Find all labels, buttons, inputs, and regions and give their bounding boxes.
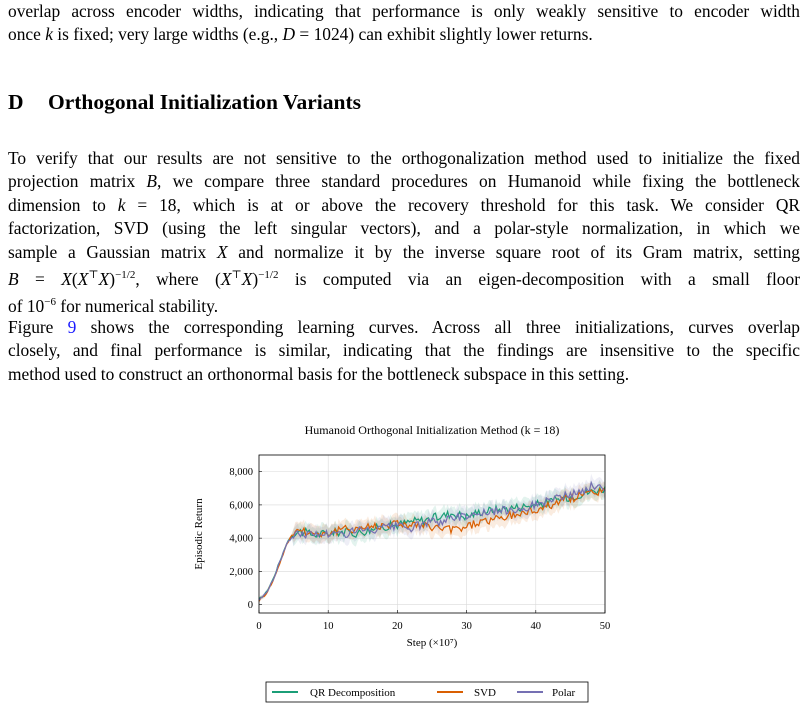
x-tick-label: 50	[599, 621, 611, 632]
method-line-6: $B = X(X^⊤X)^{-1/2}$, where $(X^⊤X)^{-1/2}$ is computed via an eigen-decomposition with a small floor	[8, 268, 800, 289]
x-tick-label: 30	[461, 621, 472, 632]
x-axis-label: Step (×10⁷)	[406, 637, 458, 649]
y-tick-label: 0	[247, 600, 253, 612]
intro-paragraph	[8, 0, 800, 47]
chart-bands	[259, 474, 605, 604]
chart-title: Humanoid Orthogonal Initialization Method (k = 18)	[304, 423, 560, 437]
y-tick-label: 4,000	[229, 533, 253, 545]
learning-curve-figure	[0, 410, 806, 711]
section-title: Orthogonal Initialization Variants	[48, 90, 361, 114]
method-line-4: factorization, SVD (using the left singular vectors), and a polar-style normalization, in which we	[8, 218, 800, 239]
method-line-2: projection matrix B, we compare three standard procedures on Humanoid while fixing the bottleneck	[8, 171, 800, 192]
intro-line-1: overlap across encoder widths, indicating that performance is only weakly sensitive to encoder width	[8, 1, 800, 21]
y-tick-label: 6,000	[229, 500, 253, 512]
x-tick-labels	[256, 621, 610, 632]
x-tick-label: 40	[530, 621, 542, 632]
figure-link[interactable]: 9	[67, 317, 77, 337]
results-line-1: Figure 9 shows the corresponding learning curves. Across all three initializations, curves overlap	[8, 317, 800, 337]
results-line-2: closely, and final performance is similar, indicating that the findings are insensitive to the specific	[8, 340, 800, 361]
method-line-7: of $10^{-6}$ for numerical stability.	[8, 296, 219, 317]
section-heading	[8, 90, 361, 115]
legend-label: QR Decomposition	[310, 687, 396, 699]
y-tick-label: 2,000	[229, 566, 253, 578]
results-paragraph	[8, 316, 800, 386]
y-tick-label: 8,000	[229, 467, 253, 479]
method-line-3: dimension to k = 18, which is at or above the recovery threshold for this task. We consider QR	[8, 194, 800, 215]
legend-label: SVD	[474, 687, 497, 699]
results-line-3: method used to construct an orthonormal basis for the bottleneck subspace in this setting.	[8, 363, 630, 384]
intro-line-2: once k is fixed; very large widths (e.g., D = 1024) can exhibit slightly lower returns.	[8, 24, 593, 45]
method-paragraph	[8, 147, 800, 318]
y-tick-labels	[229, 467, 253, 611]
chart-legend	[266, 682, 588, 702]
y-axis-label: Episodic Return	[193, 498, 205, 570]
method-line-1: To verify that our results are not sensitive to the orthogonalization method used to initialize the fixed	[8, 148, 800, 168]
method-line-5: sample a Gaussian matrix X and normalize it by the inverse square root of its Gram matrix, setting	[8, 241, 800, 262]
series-line-svd	[259, 489, 605, 602]
x-tick-label: 20	[392, 621, 403, 632]
legend-label: Polar	[552, 687, 576, 699]
section-number: D	[8, 90, 24, 114]
x-tick-label: 0	[256, 621, 262, 632]
x-tick-label: 10	[322, 621, 334, 632]
